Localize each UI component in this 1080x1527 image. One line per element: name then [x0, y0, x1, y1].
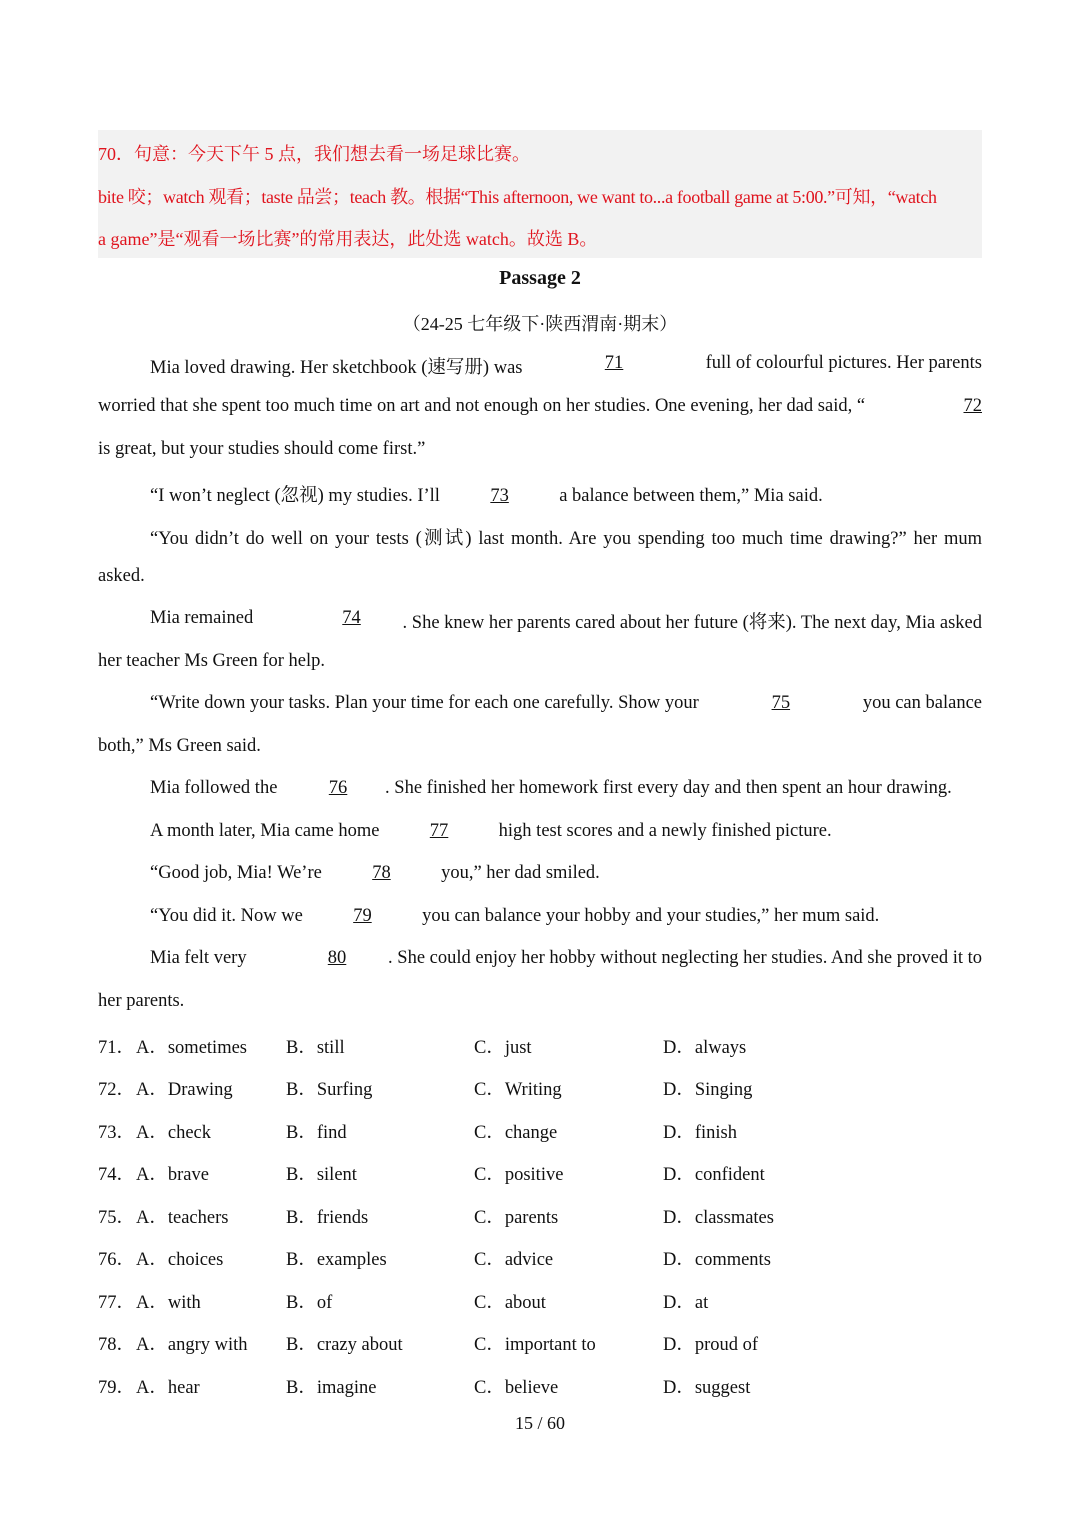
option-d: D．finish [663, 1123, 738, 1143]
question-row-71 [98, 1033, 858, 1061]
text-segment: Mia felt very [150, 948, 247, 968]
option-a: A．hear [136, 1378, 200, 1398]
text-segment: you can balance [862, 693, 982, 713]
passage-line: her parents. [98, 991, 185, 1011]
passage-title: Passage 2 [499, 267, 581, 289]
passage-source: （24-25 七年级下·陕西渭南·期末） [402, 314, 678, 334]
text-segment: “I won’t neglect (忽视) my studies. I’ll [150, 486, 440, 506]
option-b: B．crazy about [286, 1335, 403, 1355]
blank-74: 74 [342, 608, 361, 628]
passage-line: her teacher Ms Green for help. [98, 651, 326, 671]
text-segment: . She could enjoy her hobby without neglecting her studies. And she proved it to [388, 948, 982, 968]
blank-80: 80 [327, 948, 347, 968]
passage-line: “You didn’t do well on your tests (测试) last month. Are you spending too much time drawing?” her mum [150, 529, 982, 549]
question-number: 79． [98, 1378, 136, 1398]
blank-72: 72 [963, 396, 982, 416]
option-b: B．imagine [286, 1378, 377, 1398]
option-c: C．advice [474, 1250, 554, 1270]
option-a: A．with [136, 1293, 201, 1313]
question-number: 73． [98, 1123, 136, 1143]
option-b: B．find [286, 1123, 347, 1143]
passage-line [150, 608, 982, 634]
passage-line [150, 693, 982, 714]
option-c: C．about [474, 1293, 546, 1313]
option-b: B．still [286, 1038, 345, 1058]
option-d: D．confident [663, 1165, 765, 1185]
text-segment: you can balance your hobby and your studies,” her mum said. [422, 906, 880, 926]
passage-line [150, 481, 823, 507]
option-b: B．silent [286, 1165, 357, 1185]
question-number: 74． [98, 1165, 136, 1185]
option-c: C．believe [474, 1378, 559, 1398]
passage-line: both,” Ms Green said. [98, 736, 261, 756]
question-number: 78． [98, 1335, 136, 1355]
question-row-74 [98, 1160, 858, 1188]
passage-line [150, 906, 879, 927]
option-c: C．just [474, 1038, 532, 1058]
option-c: C．important to [474, 1335, 596, 1355]
option-a: A．brave [136, 1165, 209, 1185]
text-segment: a balance between them,” Mia said. [559, 486, 823, 506]
question-number: 72． [98, 1080, 136, 1100]
passage-line [150, 863, 600, 884]
option-a: A．Drawing [136, 1080, 233, 1100]
question-row-78 [98, 1330, 858, 1358]
question-number: 71． [98, 1038, 136, 1058]
text-segment: Mia loved drawing. Her sketchbook (速写册) was [150, 358, 523, 378]
passage-line: asked. [98, 566, 145, 586]
option-b: B．Surfing [286, 1080, 373, 1100]
passage-line [150, 353, 982, 379]
text-segment: “You did it. Now we [150, 906, 303, 926]
answer-line-translation: 70．句意：今天下午 5 点，我们想去看一场足球比赛。 [98, 144, 530, 164]
blank-79: 79 [353, 906, 372, 926]
blank-71: 71 [604, 353, 624, 373]
question-row-79 [98, 1373, 858, 1401]
passage-line [150, 778, 952, 799]
question-number: 75． [98, 1208, 136, 1228]
option-d: D．always [663, 1038, 747, 1058]
text-segment: “Write down your tasks. Plan your time for each one carefully. Show your [150, 693, 699, 713]
answer-explanation-box [98, 130, 982, 258]
option-d: D．comments [663, 1250, 771, 1270]
question-number: 76． [98, 1250, 136, 1270]
option-b: B．of [286, 1293, 333, 1313]
text-segment: “Good job, Mia! We’re [150, 863, 322, 883]
question-row-72 [98, 1075, 858, 1103]
passage-line [150, 821, 832, 842]
question-row-77 [98, 1288, 858, 1316]
text-segment: A month later, Mia came home [150, 821, 380, 841]
answer-line-explanation: bite 咬；watch 观看；taste 品尝；teach 教。根据“This afternoon, we want to...a football game at 5:00.”可知，“watch [98, 187, 937, 207]
question-row-75 [98, 1203, 858, 1231]
text-segment: full of colourful pictures. Her parents [705, 353, 982, 373]
blank-77: 77 [429, 821, 449, 841]
option-d: D．suggest [663, 1378, 751, 1398]
option-a: A．choices [136, 1250, 224, 1270]
option-d: D．Singing [663, 1080, 753, 1100]
option-a: A．check [136, 1123, 211, 1143]
option-d: D．proud of [663, 1335, 759, 1355]
option-a: A．angry with [136, 1335, 248, 1355]
question-row-76 [98, 1245, 858, 1273]
option-b: B．examples [286, 1250, 387, 1270]
option-b: B．friends [286, 1208, 369, 1228]
blank-76: 76 [328, 778, 348, 798]
blank-78: 78 [372, 863, 391, 883]
option-c: C．Writing [474, 1080, 562, 1100]
passage-line [98, 396, 982, 417]
option-c: C．change [474, 1123, 558, 1143]
text-segment: . She finished her homework first every day and then spent an hour drawing. [385, 778, 952, 798]
text-segment: Mia followed the [150, 778, 278, 798]
option-c: C．parents [474, 1208, 559, 1228]
text-segment: . She knew her parents cared about her future (将来). The next day, Mia asked [402, 613, 982, 633]
text-segment: worried that she spent too much time on art and not enough on her studies. One evening, her dad said, “ [98, 396, 866, 416]
passage-line: is great, but your studies should come first.” [98, 439, 426, 459]
question-row-73 [98, 1118, 858, 1146]
option-a: A．teachers [136, 1208, 229, 1228]
option-d: D．classmates [663, 1208, 774, 1228]
page-number: 15 / 60 [514, 1413, 565, 1433]
answer-line-conclusion: a game”是“观看一场比赛”的常用表达，此处选 watch。故选 B。 [98, 229, 598, 249]
option-c: C．positive [474, 1165, 564, 1185]
option-d: D．at [663, 1293, 709, 1313]
question-number: 77． [98, 1293, 136, 1313]
blank-73: 73 [490, 486, 509, 506]
text-segment: Mia remained [150, 608, 254, 628]
passage-line [150, 948, 982, 969]
text-segment: you,” her dad smiled. [441, 863, 600, 883]
option-a: A．sometimes [136, 1038, 247, 1058]
blank-75: 75 [771, 693, 791, 713]
text-segment: high test scores and a newly finished picture. [498, 821, 832, 841]
